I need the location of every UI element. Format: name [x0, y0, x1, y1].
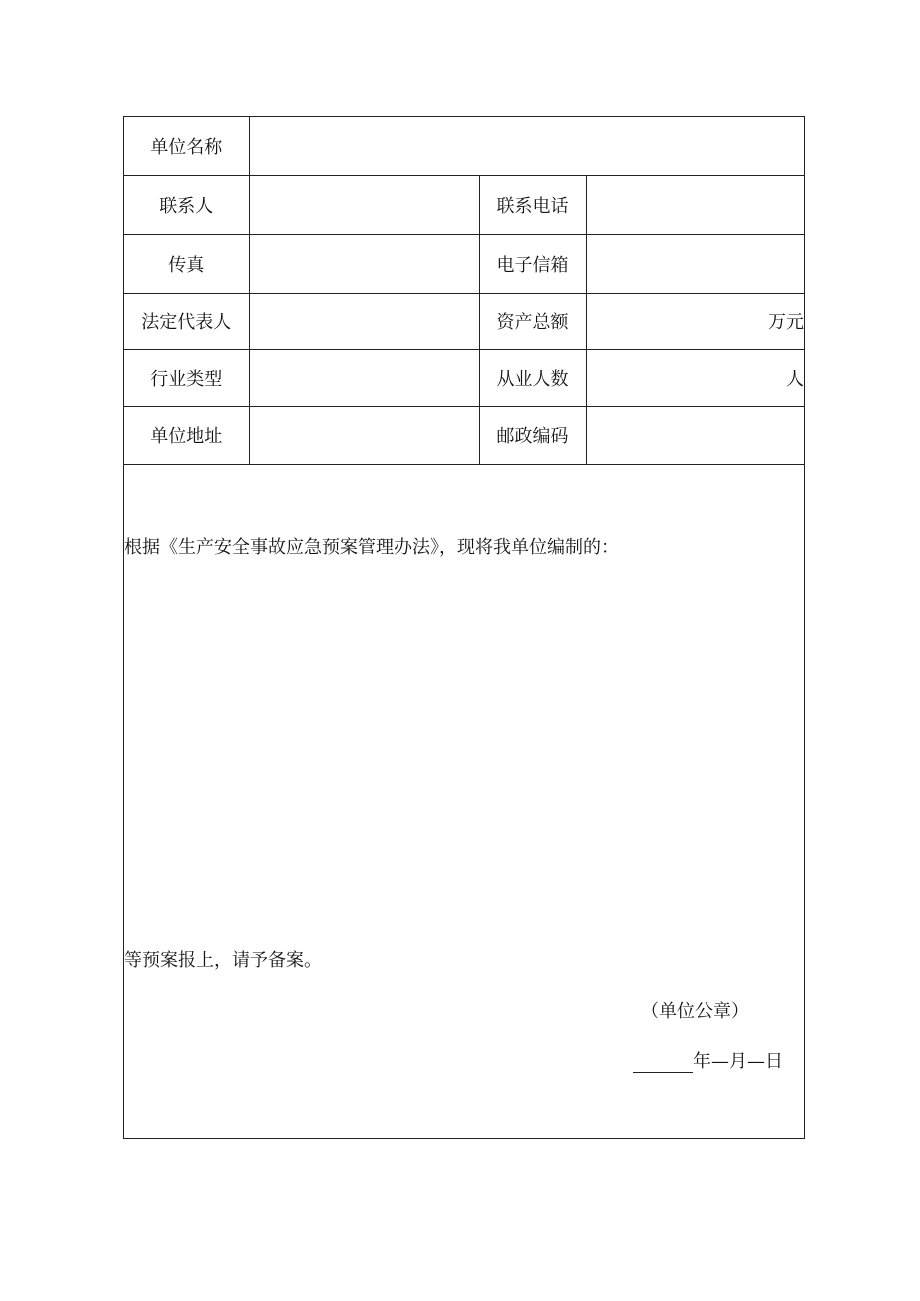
- unit-seal-text: （单位公章）: [641, 1001, 749, 1022]
- address-field[interactable]: [249, 406, 479, 464]
- postal-code-label: 邮政编码: [479, 406, 586, 464]
- industry-type-field[interactable]: [249, 349, 479, 406]
- date-line: [633, 1047, 783, 1073]
- table-row: [124, 349, 804, 406]
- total-assets-label: 资产总额: [479, 293, 586, 349]
- email-field[interactable]: [586, 234, 804, 293]
- legal-rep-label: 法定代表人: [124, 293, 249, 349]
- employee-count-label: 从业人数: [479, 349, 586, 406]
- date-text: 年—月—日: [693, 1051, 783, 1072]
- intro-text: 根据《生产安全事故应急预案管理办法》，现将我单位编制的：: [124, 537, 619, 558]
- legal-rep-field[interactable]: [249, 293, 479, 349]
- table-row: [124, 406, 804, 464]
- total-assets-field[interactable]: 万元: [586, 293, 804, 349]
- unit-info-table: [124, 117, 804, 465]
- fax-field[interactable]: [249, 234, 479, 293]
- filing-form: [123, 116, 805, 1139]
- fax-label: 传真: [124, 234, 249, 293]
- table-row: [124, 117, 804, 175]
- closing-text: 等预案报上，请予备案。: [124, 950, 322, 971]
- employee-count-field[interactable]: 人: [586, 349, 804, 406]
- address-label: 单位地址: [124, 406, 249, 464]
- unit-name-field[interactable]: [249, 117, 804, 175]
- unit-name-label: 单位名称: [124, 117, 249, 175]
- contact-phone-label: 联系电话: [479, 175, 586, 234]
- date-year-blank[interactable]: [633, 1052, 693, 1073]
- table-row: [124, 293, 804, 349]
- table-row: [124, 234, 804, 293]
- industry-type-label: 行业类型: [124, 349, 249, 406]
- email-label: 电子信箱: [479, 234, 586, 293]
- contact-person-label: 联系人: [124, 175, 249, 234]
- table-row: [124, 175, 804, 234]
- postal-code-field[interactable]: [586, 406, 804, 464]
- contact-person-field[interactable]: [249, 175, 479, 234]
- contact-phone-field[interactable]: [586, 175, 804, 234]
